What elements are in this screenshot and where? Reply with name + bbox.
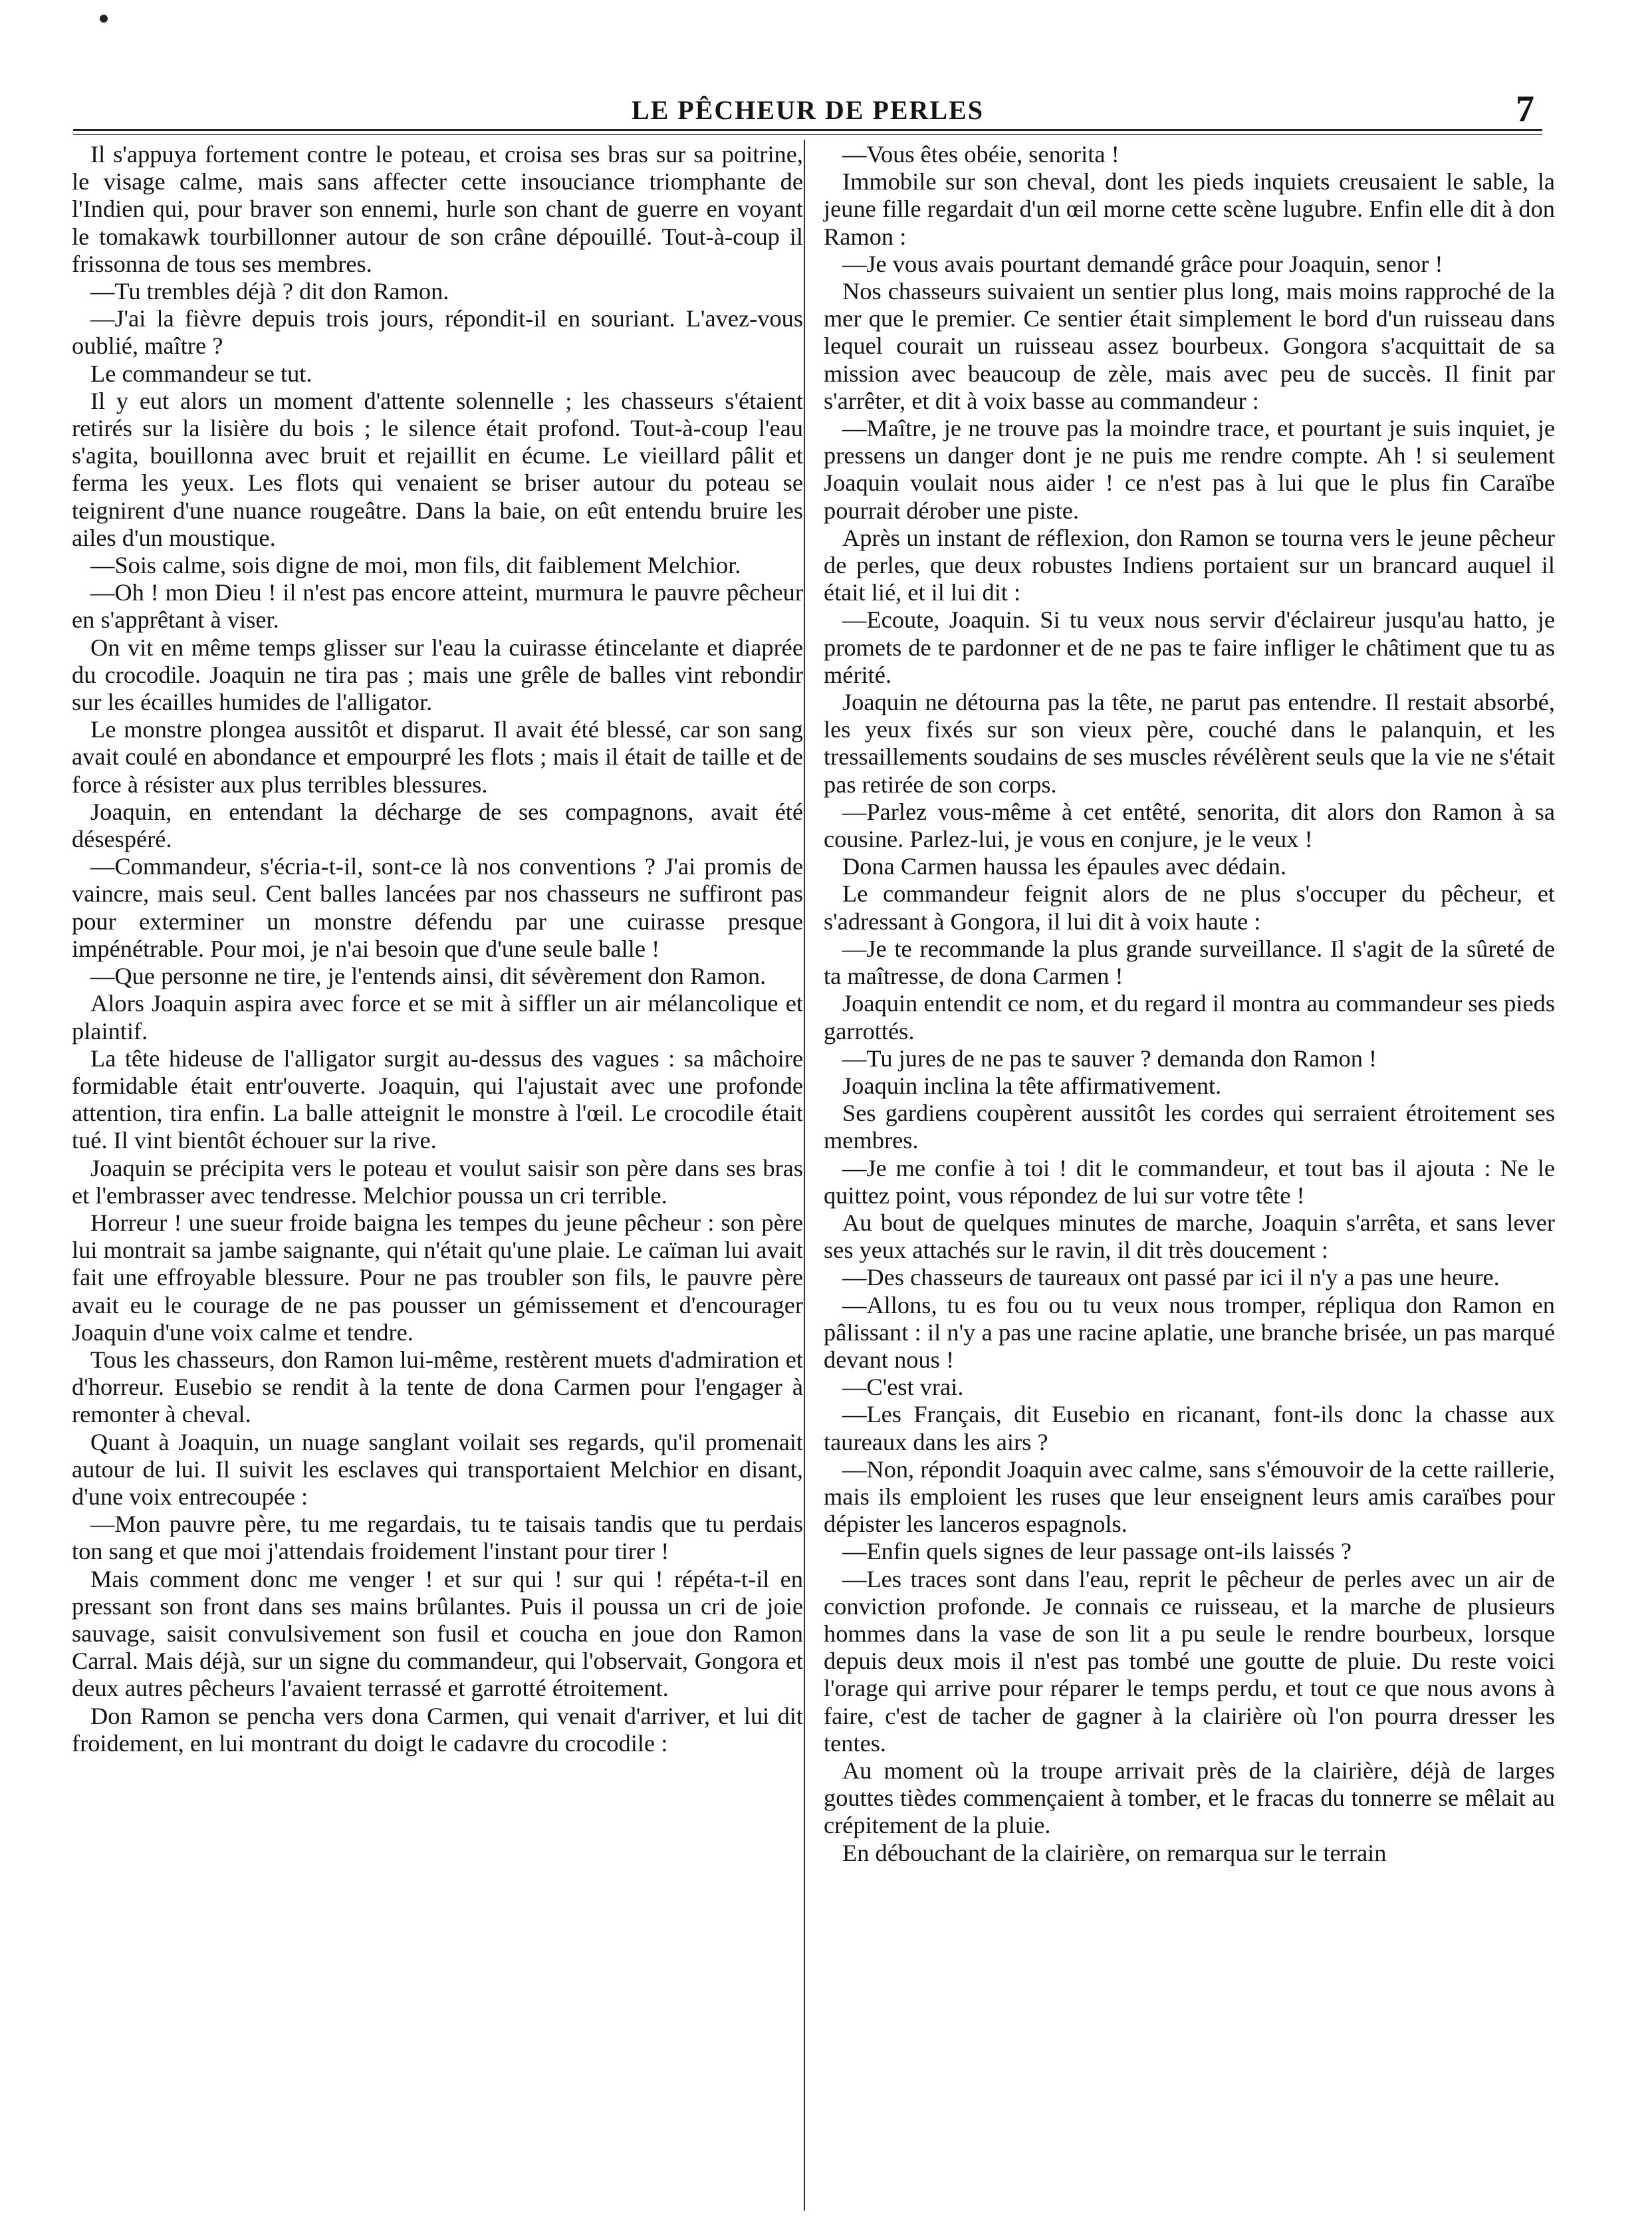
paragraph: Il s'appuya fortement contre le poteau, et croisa ses bras sur sa poitrine, le visage calme, mais sans affecter cette insouciance triomphante de l'Indien qui, pour braver son ennemi, hurle son chant de guerre en voyant le tomakawk tourbillonner autour de son crâne dépouillé. Tout-à-coup il frissonna de tous ses membres. [72,141,803,277]
paragraph: —Allons, tu es fou ou tu veux nous tromper, répliqua don Ramon en pâlissant : il n'y a pas une racine aplatie, une branche brisée, un pas marqué devant nous ! [824,1291,1555,1373]
paragraph: Le monstre plongea aussitôt et disparut. Il avait été blessé, car son sang avait coulé en abondance et empourpré les flots ; mais il était de taille et de force à résister aux plus terribles blessures. [72,716,803,798]
column-divider [804,140,805,2211]
paragraph: Joaquin se précipita vers le poteau et voulut saisir son père dans ses bras et l'embrasser avec tendresse. Melchior poussa un cri terrible. [72,1154,803,1209]
paragraph: Quant à Joaquin, un nuage sanglant voilait ses regards, qu'il promenait autour de lui. Il suivit les esclaves qui transportaient Melchior en disant, d'une voix entrecoupée : [72,1428,803,1510]
paragraph: On vit en même temps glisser sur l'eau la cuirasse étincelante et diaprée du crocodile. Joaquin ne tira pas ; mais une grêle de balles vint rebondir sur les écailles humides de l'alligator. [72,634,803,716]
paragraph: Le commandeur feignit alors de ne plus s'occuper du pêcheur, et s'adressant à Gongora, il lui dit à voix haute : [824,880,1555,935]
header-rule-thin [73,134,1542,135]
paragraph: Joaquin entendit ce nom, et du regard il montra au commandeur ses pieds garrottés. [824,990,1555,1045]
paragraph: —Tu trembles déjà ? dit don Ramon. [90,278,449,305]
paragraph: —Des chasseurs de taureaux ont passé par ici il n'y a pas une heure. [842,1264,1500,1291]
paragraph: Au bout de quelques minutes de marche, Joaquin s'arrêta, et sans lever ses yeux attachés sur le ravin, il dit très doucement : [824,1209,1555,1264]
paragraph: —Tu jures de ne pas te sauver ? demanda don Ramon ! [842,1045,1377,1072]
paragraph: Joaquin ne détourna pas la tête, ne parut pas entendre. Il restait absorbé, les yeux fixés sur son vieux père, couché dans le palanquin, et les tressaillements soudains de ses muscles révélèrent seuls que la vie ne s'était pas retirée de son corps. [824,689,1555,798]
ink-speck [100,15,108,23]
running-title: LE PÊCHEUR DE PERLES [631,95,985,125]
paragraph: Dona Carmen haussa les épaules avec dédain. [842,853,1286,880]
paragraph: En débouchant de la clairière, on remarqua sur le terrain [842,1839,1387,1866]
paragraph: Tous les chasseurs, don Ramon lui-même, restèrent muets d'admiration et d'horreur. Eusebio se rendit à la tente de dona Carmen pour l'engager à remonter à cheval. [72,1346,803,1428]
paragraph: —Je vous avais pourtant demandé grâce pour Joaquin, senor ! [842,250,1443,277]
paragraph: Joaquin inclina la tête affirmativement. [842,1072,1222,1099]
paragraph: —Oh ! mon Dieu ! il n'est pas encore atteint, murmura le pauvre pêcheur en s'apprêtant à viser. [72,579,803,634]
paragraph: —Parlez vous-même à cet entêté, senorita, dit alors don Ramon à sa cousine. Parlez-lui, je vous en conjure, je le veux ! [824,798,1555,853]
paragraph: Après un instant de réflexion, don Ramon se tourna vers le jeune pêcheur de perles, que deux robustes Indiens portaient sur un brancard auquel il était lié, et il lui dit : [824,524,1555,606]
paragraph: —Les Français, dit Eusebio en ricanant, font-ils donc la chasse aux taureaux dans les airs ? [824,1401,1555,1455]
paragraph: —Mon pauvre père, tu me regardais, tu te taisais tandis que tu perdais ton sang et que moi j'attendais froidement l'instant pour tirer ! [72,1511,803,1565]
paragraph: —Je me confie à toi ! dit le commandeur, et tout bas il ajouta : Ne le quittez point, vous répondez de lui sur votre tête ! [824,1154,1555,1209]
paragraph: —Non, répondit Joaquin avec calme, sans s'émouvoir de la cette raillerie, mais ils emploient les ruses que leur enseignent leurs amis caraïbes pour dépister les lanceros espagnols. [824,1455,1555,1538]
paragraph: —Vous êtes obéie, senorita ! [842,141,1120,168]
paragraph: Alors Joaquin aspira avec force et se mit à siffler un air mélancolique et plaintif. [72,990,803,1045]
left-column [72,141,803,1757]
paragraph: —Que personne ne tire, je l'entends ainsi, dit sévèrement don Ramon. [90,963,767,990]
right-column [824,141,1555,1867]
paragraph: Joaquin, en entendant la décharge de ses compagnons, avait été désespéré. [72,798,803,853]
page-header [73,72,1542,132]
paragraph: —Sois calme, sois digne de moi, mon fils, dit faiblement Melchior. [90,552,741,579]
paragraph: —C'est vrai. [842,1374,964,1401]
paragraph: Le commandeur se tut. [90,360,312,387]
paragraph: —Enfin quels signes de leur passage ont-ils laissés ? [842,1538,1352,1565]
paragraph: —Commandeur, s'écria-t-il, sont-ce là nos conventions ? J'ai promis de vaincre, mais seul. Cent balles lancées par nos chasseurs ne suffiront pas pour exterminer un monstre défendu par une cuirasse presque impénétrable. Pour moi, je n'ai besoin que d'une seule balle ! [72,853,803,962]
paragraph: La tête hideuse de l'alligator surgit au-dessus des vagues : sa mâchoire formidable était entr'ouverte. Joaquin, qui l'ajustait avec une profonde attention, tira enfin. La balle atteignit le monstre à l'œil. Le crocodile était tué. Il vint bientôt échouer sur la rive. [72,1045,803,1154]
paragraph: —Les traces sont dans l'eau, reprit le pêcheur de perles avec un air de conviction profonde. Je connais ce ruisseau, et la marche de plusieurs hommes dans la vase de son lit a pu seule le rendre bourbeux, lorsque depuis deux mois il n'est pas tombé une goutte de pluie. Du reste voici l'orage qui arrive pour réparer le temps perdu, et tout ce que nous avons à faire, c'est de tacher de gagner à la clairière où l'on pourra dresser les tentes. [824,1565,1555,1757]
paragraph: Horreur ! une sueur froide baigna les tempes du jeune pêcheur : son père lui montrait sa jambe saignante, qui n'était qu'une plaie. Le caïman lui avait fait une effroyable blessure. Pour ne pas troubler son fils, le pauvre père avait eu le courage de ne pas pousser un gémissement et d'encourager Joaquin d'une voix calme et tendre. [72,1209,803,1346]
page-number: 7 [1516,88,1534,130]
paragraph: Ses gardiens coupèrent aussitôt les cordes qui serraient étroitement ses membres. [824,1100,1555,1154]
paragraph: Au moment où la troupe arrivait près de la clairière, déjà de larges gouttes tièdes commençaient à tomber, et le fracas du tonnerre se mêlait au crépitement de la pluie. [824,1757,1555,1839]
paragraph: Mais comment donc me venger ! et sur qui ! sur qui ! répéta-t-il en pressant son front dans ses mains brûlantes. Puis il poussa un cri de joie sauvage, saisit convulsivement son fusil et coucha en joue don Ramon Carral. Mais déjà, sur un signe du commandeur, qui l'observait, Gongora et deux autres pêcheurs l'avaient terrassé et garrotté étroitement. [72,1565,803,1702]
paragraph: Immobile sur son cheval, dont les pieds inquiets creusaient le sable, la jeune fille regardait d'un œil morne cette scène lugubre. Enfin elle dit à don Ramon : [824,168,1555,250]
paragraph: —J'ai la fièvre depuis trois jours, répondit-il en souriant. L'avez-vous oublié, maître ? [72,305,803,360]
paragraph: —Ecoute, Joaquin. Si tu veux nous servir d'éclaireur jusqu'au hatto, je promets de te pardonner et de ne pas te faire infliger le châtiment que tu as mérité. [824,606,1555,688]
paragraph: —Maître, je ne trouve pas la moindre trace, et pourtant je suis inquiet, je pressens un danger dont je ne puis me rendre compte. Ah ! si seulement Joaquin voulait nous aider ! ce n'est pas à lui que le plus fin Caraïbe pourrait dérober une piste. [824,415,1555,524]
paragraph: —Je te recommande la plus grande surveillance. Il s'agit de la sûreté de ta maîtresse, de dona Carmen ! [824,935,1555,990]
paragraph: Nos chasseurs suivaient un sentier plus long, mais moins rapproché de la mer que le premier. Ce sentier était simplement le bord d'un ruisseau dans lequel courait un ruisseau assez bourbeux. Gongora s'acquittait de sa mission avec beaucoup de zèle, mais avec peu de succès. Il finit par s'arrêter, et dit à voix basse au commandeur : [824,278,1555,414]
paragraph: Don Ramon se pencha vers dona Carmen, qui venait d'arriver, et lui dit froidement, en lui montrant du doigt le cadavre du crocodile : [72,1702,803,1757]
header-rule-thick [73,129,1542,131]
paragraph: Il y eut alors un moment d'attente solennelle ; les chasseurs s'étaient retirés sur la lisière du bois ; le silence était profond. Tout-à-coup l'eau s'agita, bouillonna avec bruit et rejaillit en écume. Le vieillard pâlit et ferma les yeux. Les flots qui venaient se briser autour du poteau se teignirent d'une nuance rougeâtre. Dans la baie, on eût entendu bruire les ailes d'un moustique. [72,387,803,551]
